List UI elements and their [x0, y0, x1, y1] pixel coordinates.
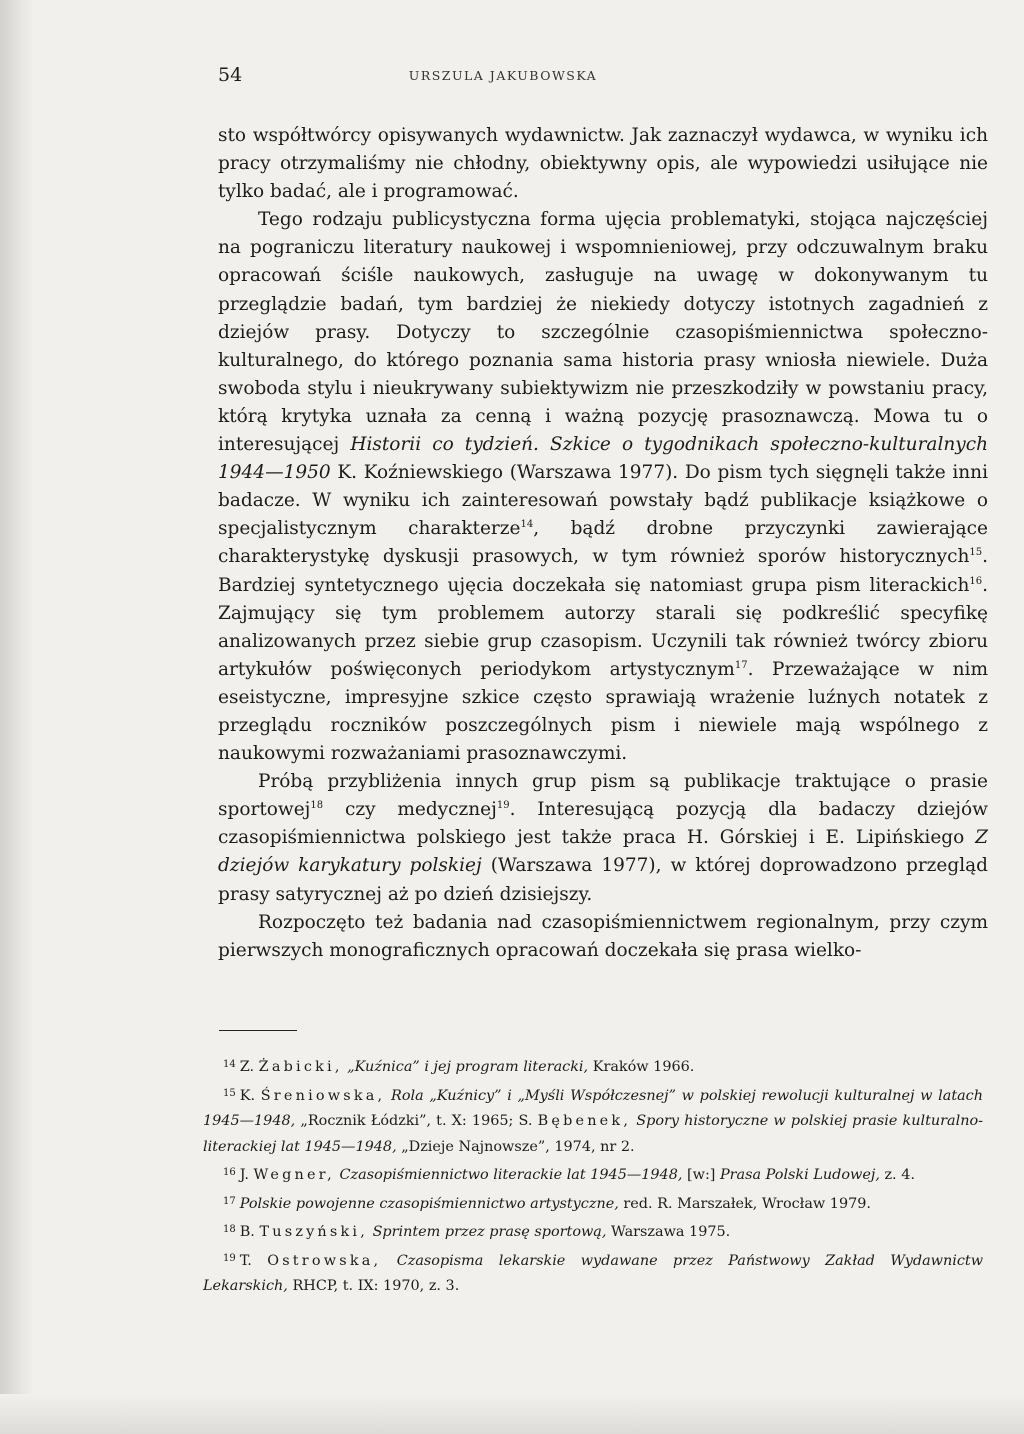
- paragraph-3-text: (Warszawa 1977), w której doprowadzono przegląd prasy satyrycznej aż po dzień dzisiejszy.: [218, 855, 988, 905]
- paragraph-2: [218, 206, 988, 768]
- footnote-ref-17: 17: [734, 659, 748, 671]
- paragraph-2-text: . Przeważające w nim eseistyczne, impresyjne szkice często sprawiają wrażenie luźnych notatek z przeglądu roczników poszczególnych pism i niewiele mają wspólnego z naukowymi rozważaniami prasoznawczymi.: [218, 658, 989, 765]
- footnote-author: Ostrowska,: [267, 1252, 382, 1269]
- footnote-separator: [219, 1030, 297, 1031]
- footnote-author: Bębenek,: [537, 1113, 632, 1129]
- footnote-text: Warszawa 1975.: [606, 1224, 731, 1240]
- paragraph-2-text: K. Koźniewskiego (Warszawa 1977). Do pism tych sięgnęli także inni badacze. W wyniku ich zainteresowań powstały bądź publikacje książkowe o specjalistycznym charakterze: [218, 462, 988, 540]
- page-bottom-shadow: [0, 1394, 1024, 1434]
- footnote-text: RHCP, t. IX: 1970, z. 3.: [287, 1278, 460, 1294]
- footnote-title: Prasa Polski Ludowej,: [720, 1167, 880, 1183]
- paragraph-2-text: Tego rodzaju publicystyczna forma ujęcia problematyki, stojąca najczęściej na pograniczu literatury naukowej i wspomnieniowej, przy odczuwalnym braku opracowań ściśle naukowych, zasługuje na uwagę w dokonywanym tu przeglądzie badań, tym bardziej że niekiedy dotyczy istotnych zagadnień z dziejów prasy. Dotyczy to szczególnie czasopiśmiennictwa społeczno-kulturalnego, do którego poznania sama historia prasy wniosła niewiele. Duża swoboda stylu i nieukrywany subiektywizm nie przeszkodziły w powstaniu pracy, którą krytyka uznała za cenną i ważną pozycję prasoznawczą. Mowa tu o interesującej: [218, 209, 988, 456]
- footnote-author-initial: B.: [239, 1224, 255, 1240]
- footnote-author: Tuszyński,: [259, 1224, 368, 1240]
- paragraph-3: [218, 768, 988, 908]
- footnote-title: Rola „Kuźnicy” i „Myśli Współczesnej” w polskiej rewolucji kulturalnej w latach 1945—1948,: [203, 1087, 984, 1129]
- footnote-number: 16: [223, 1167, 236, 1178]
- footnote-14: [203, 1052, 983, 1081]
- footnote-author: Śreniowska,: [260, 1087, 386, 1104]
- footnote-17: [203, 1189, 983, 1218]
- running-head: URSZULA JAKUBOWSKA: [408, 68, 598, 83]
- page-gutter-shadow: [0, 0, 34, 1434]
- page-number: 54: [218, 64, 243, 86]
- footnote-title: Polskie powojenne czasopiśmiennictwo artystyczne,: [239, 1195, 619, 1212]
- footnote-title: Czasopisma lekarskie wydawane przez Państwowy Zakład Wydawnictw Lekarskich,: [203, 1252, 984, 1294]
- paragraph-4: Rozpoczęto też badania nad czasopiśmiennictwem regionalnym, przy czym pierwszych monograficznych opracowań doczekała się prasa wielko-: [218, 911, 988, 961]
- footnote-ref-16: 16: [969, 575, 983, 587]
- footnote-ref-14: 14: [520, 519, 534, 531]
- paragraph-2-text: . Bardziej syntetycznego ujęcia doczekała się natomiast grupa pism literackich: [218, 546, 988, 596]
- footnote-ref-19: 19: [496, 800, 510, 812]
- paragraph-2-text: , bądź drobne przyczynki zawierające charakterystykę dyskusji prasowych, w tym również sporów historycznych: [218, 518, 988, 568]
- footnote-text: [w:]: [682, 1167, 720, 1183]
- footnote-title: Sprintem przez prasę sportową,: [372, 1224, 607, 1240]
- footnote-text: „Dzieje Najnowsze”, 1974, nr 2.: [396, 1138, 635, 1155]
- footnote-text: red. R. Marszałek, Wrocław 1979.: [618, 1195, 871, 1212]
- footnote-ref-15: 15: [969, 547, 983, 559]
- footnote-number: 19: [223, 1252, 236, 1264]
- footnote-author-initial: K.: [239, 1087, 256, 1104]
- footnote-title: Spory historyczne w polskiej prasie kulturalno-literackiej lat 1945—1948,: [203, 1113, 983, 1155]
- footnote-15: [203, 1081, 983, 1161]
- paragraph-3-text: czy medycznej: [323, 799, 497, 821]
- paragraph-3-text: Próbą przybliżenia innych grup pism są publikacje traktujące o prasie sportowej: [218, 771, 988, 821]
- paragraph-2-italic-title: Historii co tydzień. Szkice o tygodnikach społeczno-kulturalnych 1944—1950: [218, 434, 989, 484]
- footnote-19: [203, 1246, 983, 1300]
- footnote-number: 17: [223, 1195, 236, 1207]
- footnote-author-initial: J.: [239, 1167, 249, 1183]
- footnote-author: Żabicki,: [258, 1059, 343, 1075]
- footnote-title: Czasopiśmiennictwo literackie lat 1945—1948,: [339, 1167, 683, 1183]
- body-text: [218, 122, 988, 965]
- footnote-text: Kraków 1966.: [588, 1059, 695, 1075]
- footnote-18: [203, 1217, 983, 1246]
- paragraph-3-text: . Interesującą pozycją dla badaczy dziejów czasopiśmiennictwa polskiego jest także praca H. Górskiej i E. Lipińskiego: [218, 799, 989, 849]
- footnote-number: 18: [223, 1224, 236, 1235]
- paragraph-1: sto współtwórcy opisywanych wydawnictw. Jak zaznaczył wydawca, w wyniku ich pracy otrzymaliśmy nie chłodny, obiektywny opis, ale wypowiedzi usiłujące nie tylko badać, ale i programować.: [218, 125, 988, 203]
- footnote-text: „Rocznik Łódzki”, t. X: 1965; S.: [295, 1113, 538, 1129]
- paragraph-2-text: . Zajmujący się tym problemem autorzy starali się podkreślić specyfikę analizowanych przez siebie grup czasopism. Uczynili tak również twórcy zbioru artykułów poświęconych periodykom artystycznym: [218, 574, 988, 680]
- page-header: [218, 64, 788, 94]
- footnotes: [203, 1052, 983, 1300]
- footnote-text: z. 4.: [879, 1167, 915, 1183]
- footnote-author-initial: T.: [239, 1252, 252, 1269]
- footnote-author: Wegner,: [253, 1167, 335, 1183]
- footnote-title: „Kuźnica” i jej program literacki,: [347, 1059, 589, 1075]
- footnote-number: 15: [223, 1087, 236, 1099]
- footnote-number: 14: [223, 1059, 236, 1070]
- footnote-author-initial: Z.: [239, 1059, 255, 1075]
- paragraph-3-italic-title: Z dziejów karykatury polskiej: [218, 827, 988, 877]
- footnote-ref-18: 18: [310, 800, 324, 812]
- footnote-16: [203, 1160, 983, 1189]
